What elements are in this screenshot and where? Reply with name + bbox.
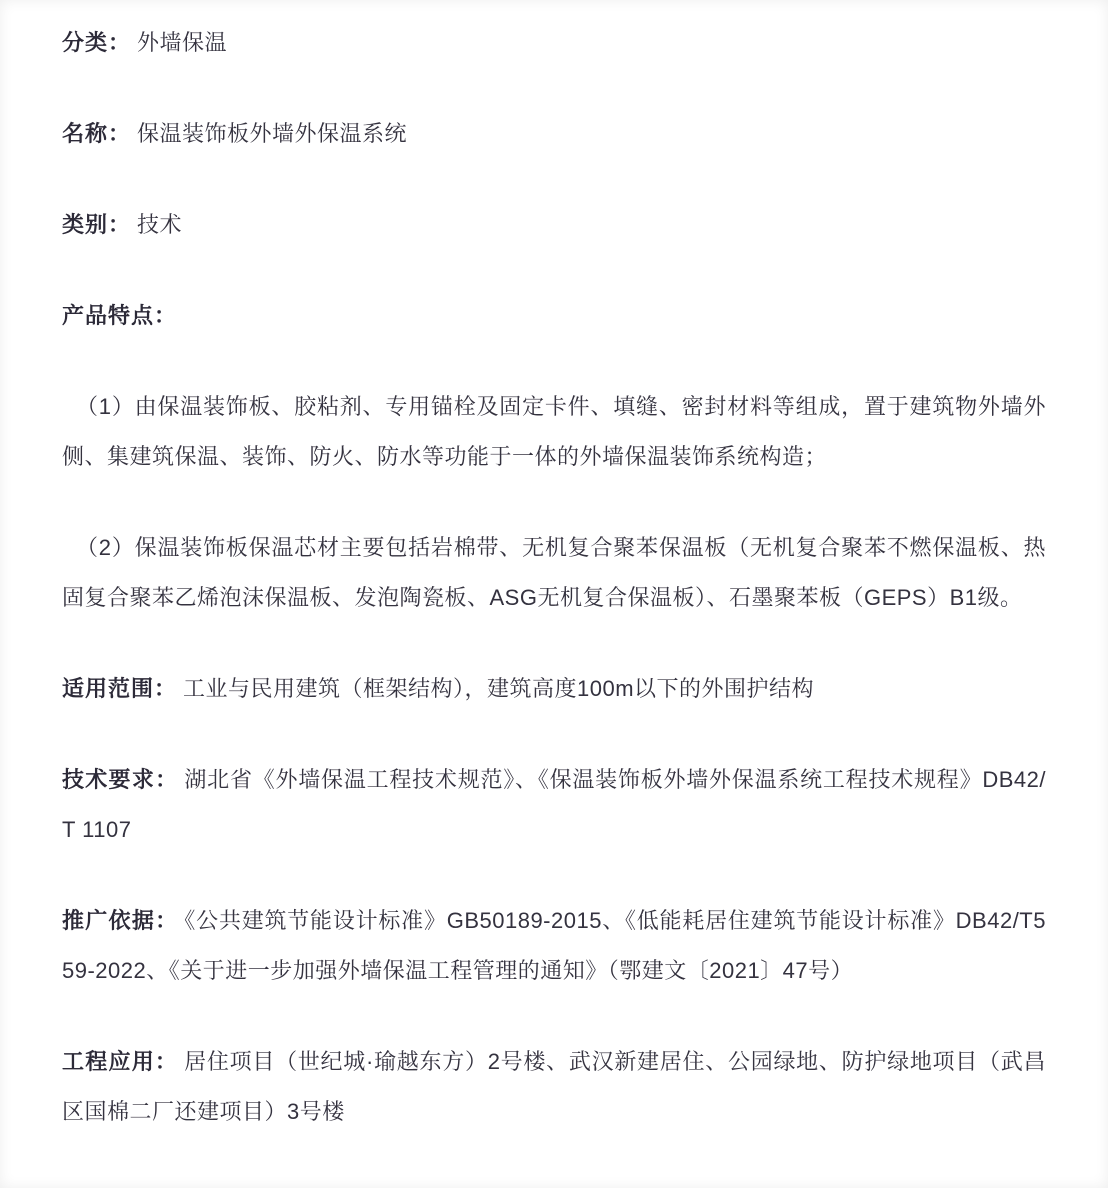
scope-label: 适用范围： <box>62 676 178 701</box>
feature-item-1: （1）由保温装饰板、胶粘剂、专用锚栓及固定卡件、填缝、密封材料等组成，置于建筑物外墙外侧、集建筑保温、装饰、防火、防水等功能于一体的外墙保温装饰系统构造； <box>62 394 1046 469</box>
field-name <box>62 109 1046 159</box>
technical-requirements-label: 技术要求： <box>62 767 179 792</box>
field-promotion-basis <box>62 896 1046 996</box>
field-scope <box>62 664 1046 714</box>
project-application-value: 居住项目（世纪城·瑜越东方）2号楼、武汉新建居住、公园绿地、防护绿地项目（武昌区国棉二厂还建项目）3号楼 <box>62 1049 1046 1124</box>
field-technical-requirements <box>62 755 1046 855</box>
name-label: 名称： <box>62 121 132 146</box>
features-heading <box>62 291 1046 341</box>
field-classification <box>62 18 1046 68</box>
technical-requirements-value: 湖北省《外墙保温工程技术规范》、《保温装饰板外墙外保温系统工程技术规程》DB42/T 1107 <box>62 767 1046 842</box>
feature-item-2: （2）保温装饰板保温芯材主要包括岩棉带、无机复合聚苯保温板（无机复合聚苯不燃保温板、热固复合聚苯乙烯泡沫保温板、发泡陶瓷板、ASG无机复合保温板）、石墨聚苯板（GEPS）B1级。 <box>62 535 1046 610</box>
features-label: 产品特点： <box>62 303 178 328</box>
name-value: 保温装饰板外墙外保温系统 <box>137 121 408 146</box>
category-value: 技术 <box>137 212 183 237</box>
promotion-basis-label: 推广依据： <box>62 908 179 933</box>
promotion-basis-value: 《公共建筑节能设计标准》GB50189-2015、《低能耗居住建筑节能设计标准》DB42/T559-2022、《关于进一步加强外墙保温工程管理的通知》（鄂建文〔2021〕47号） <box>62 908 1046 983</box>
classification-label: 分类： <box>62 30 132 55</box>
scope-value: 工业与民用建筑（框架结构），建筑高度100m以下的外围护结构 <box>183 676 815 701</box>
category-label: 类别： <box>62 212 132 237</box>
field-category <box>62 200 1046 250</box>
classification-value: 外墙保温 <box>137 30 228 55</box>
project-application-label: 工程应用： <box>62 1049 179 1074</box>
field-project-application <box>62 1037 1046 1137</box>
